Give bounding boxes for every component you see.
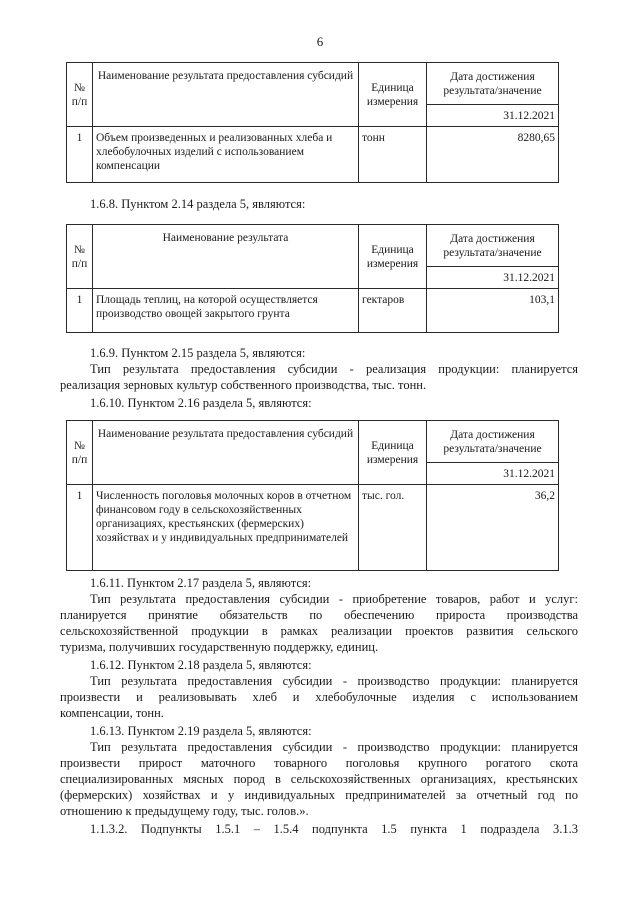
header-num: № п/п xyxy=(67,63,93,127)
header-date-value: 31.12.2021 xyxy=(427,267,559,289)
table-row xyxy=(67,485,559,571)
row-name: Площадь теплиц, на которой осуществляется производство овощей закрытого грунта xyxy=(93,289,359,333)
header-date-value: 31.12.2021 xyxy=(427,105,559,127)
row-num: 1 xyxy=(67,289,93,333)
row-value: 8280,65 xyxy=(427,127,559,183)
paragraph-1-6-11-line: планируется принятие обязательств по обеспечению прироста производства xyxy=(60,608,578,622)
header-date: Дата достижения результата/значение xyxy=(427,63,559,105)
paragraph-1-6-11-line: Тип результата предоставления субсидии - приобретение товаров, работ и услуг: xyxy=(90,592,578,606)
header-unit: Единица измерения xyxy=(359,225,427,289)
table-row xyxy=(67,289,559,333)
header-name: Наименование результата xyxy=(93,225,359,289)
header-num: № п/п xyxy=(67,421,93,485)
results-table-2 xyxy=(66,224,559,333)
paragraph-1-6-11-line: сельскохозяйственной продукции в рамках реализации проектов развития сельского xyxy=(60,624,578,638)
row-num: 1 xyxy=(67,127,93,183)
row-value: 36,2 xyxy=(427,485,559,571)
paragraph-1-6-13-line: специализированных мясных пород в сельскохозяйственных организациях, крестьянских xyxy=(60,772,578,786)
header-unit: Единица измерения xyxy=(359,421,427,485)
paragraph-1-6-9-line: Тип результата предоставления субсидии - реализация продукции: планируется xyxy=(90,362,578,376)
header-date: Дата достижения результата/значение xyxy=(427,421,559,463)
paragraph-1-6-13-line: Тип результата предоставления субсидии - производство продукции: планируется xyxy=(90,740,578,754)
paragraph-1-6-10: 1.6.10. Пунктом 2.16 раздела 5, являются: xyxy=(90,396,312,410)
paragraph-1-6-8: 1.6.8. Пунктом 2.14 раздела 5, являются: xyxy=(90,197,306,211)
row-unit: тонн xyxy=(359,127,427,183)
paragraph-1-6-13-line: (фермерских) хозяйствах и у индивидуальных предпринимателей за отчетный год по xyxy=(60,788,578,802)
results-table-1 xyxy=(66,62,559,183)
paragraph-1-6-12-line: компенсации, тонн. xyxy=(60,706,164,720)
header-date-value: 31.12.2021 xyxy=(427,463,559,485)
paragraph-1-6-13-line: произвести прирост маточного товарного поголовья крупного рогатого скота xyxy=(60,756,578,770)
paragraph-1-6-11-heading: 1.6.11. Пунктом 2.17 раздела 5, являются: xyxy=(90,576,312,590)
paragraph-1-6-13-heading: 1.6.13. Пунктом 2.19 раздела 5, являются: xyxy=(90,724,312,738)
header-date: Дата достижения результата/значение xyxy=(427,225,559,267)
paragraph-1-6-11-line: туризма, получивших государственную поддержку, единиц. xyxy=(60,640,379,654)
paragraph-1-6-9-heading: 1.6.9. Пунктом 2.15 раздела 5, являются: xyxy=(90,346,306,360)
row-unit: тыс. гол. xyxy=(359,485,427,571)
paragraph-1-6-9-line: реализация зерновых культур собственного производства, тыс. тонн. xyxy=(60,378,427,392)
paragraph-1-6-12-line: произвести и реализовывать хлеб и хлебобулочные изделия с использованием xyxy=(60,690,578,704)
row-num: 1 xyxy=(67,485,93,571)
paragraph-1-6-12-line: Тип результата предоставления субсидии - производство продукции: планируется xyxy=(90,674,578,688)
paragraph-1-6-13-line: отношению к предыдущему году, тыс. голов.». xyxy=(60,804,309,818)
header-name: Наименование результата предоставления субсидий xyxy=(93,421,359,485)
page-number: 6 xyxy=(316,34,324,49)
row-name: Объем произведенных и реализованных хлеба и хлебобулочных изделий с использованием компенсации xyxy=(93,127,359,183)
header-num: № п/п xyxy=(67,225,93,289)
row-name: Численность поголовья молочных коров в отчетном финансовом году в сельскохозяйственных организациях, крестьянских (фермерских) хозяйствах и у индивидуальных предпринимателей xyxy=(93,485,359,571)
paragraph-1-6-12-heading: 1.6.12. Пунктом 2.18 раздела 5, являются: xyxy=(90,658,312,672)
header-name: Наименование результата предоставления субсидий xyxy=(93,63,359,127)
table-row xyxy=(67,127,559,183)
header-unit: Единица измерения xyxy=(359,63,427,127)
paragraph-1-1-3-2: 1.1.3.2. Подпункты 1.5.1 – 1.5.4 подпункта 1.5 пункта 1 подраздела 3.1.3 xyxy=(90,822,578,836)
row-value: 103,1 xyxy=(427,289,559,333)
row-unit: гектаров xyxy=(359,289,427,333)
results-table-3 xyxy=(66,420,559,571)
